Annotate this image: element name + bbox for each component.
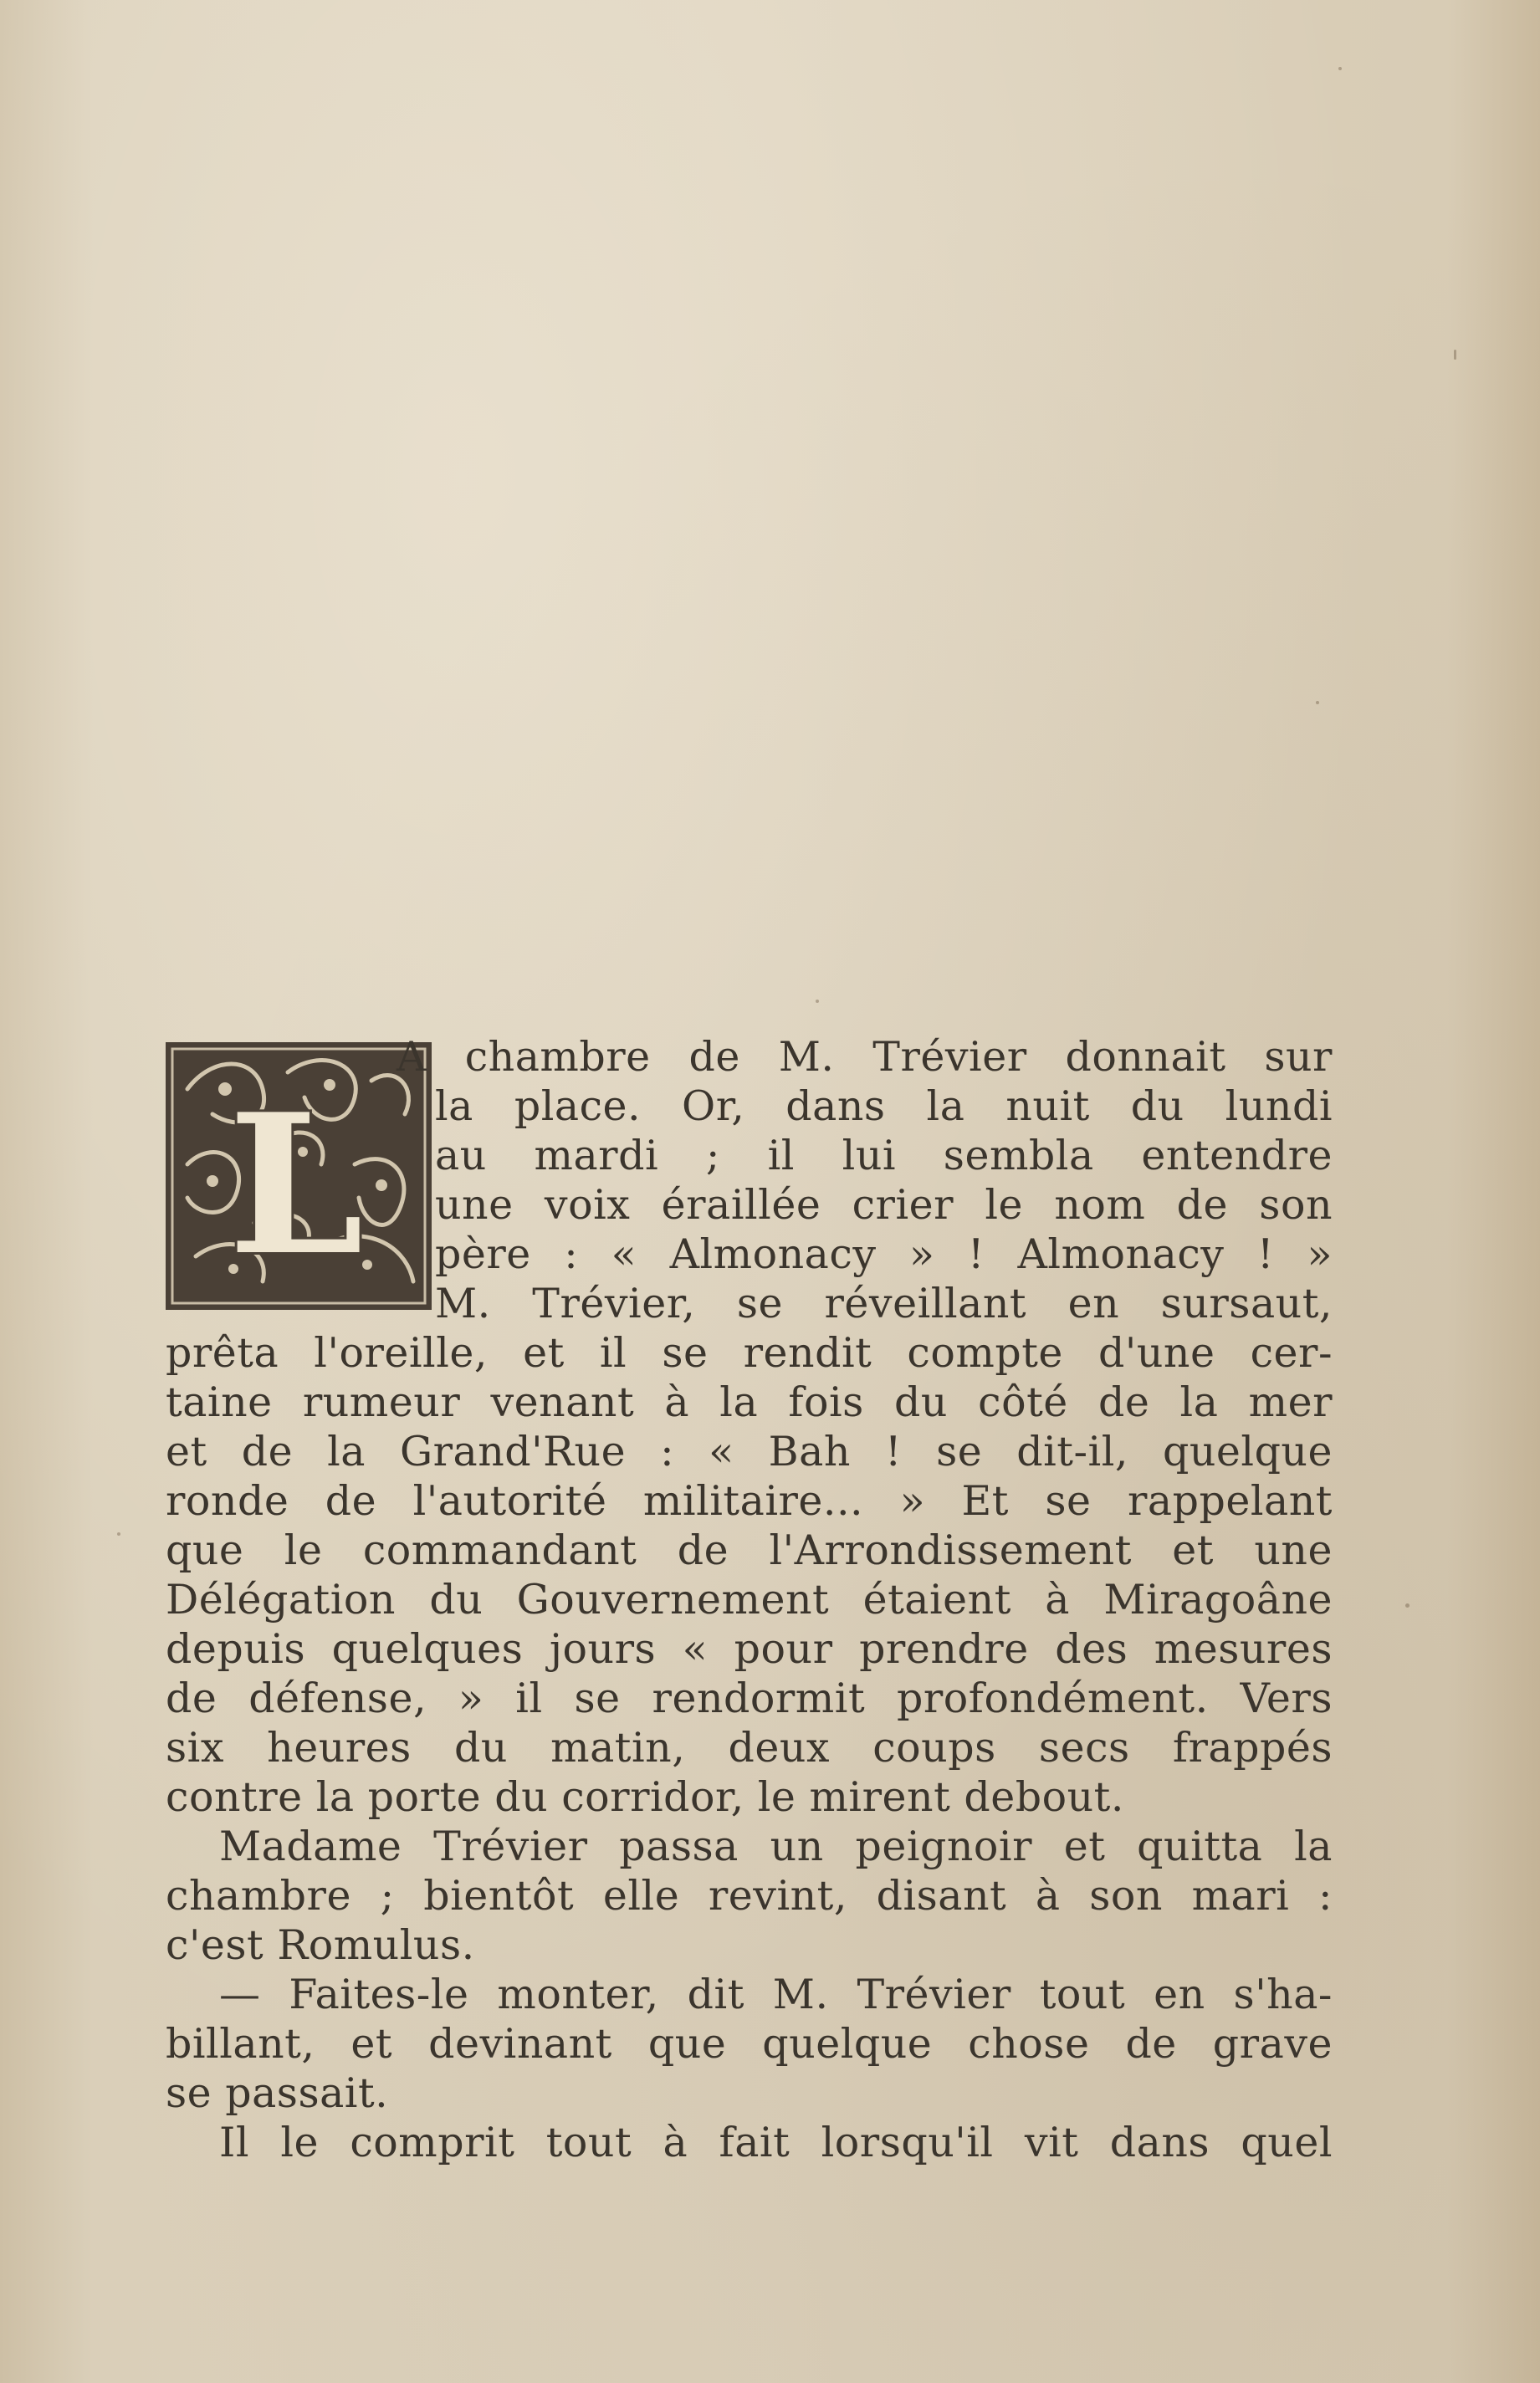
opening-paragraph-dropcap-area: [166, 1032, 1333, 1328]
paragraph-3: [166, 1970, 1333, 2118]
paper-speck: [1405, 1603, 1410, 1608]
text-line: au mardi ; il lui sembla entendre: [435, 1132, 1333, 1179]
text-line: Il le comprit tout à fait lorsqu'il vit dans quel: [219, 2119, 1333, 2166]
text-line: chambre ; bientôt elle revint, disant à son mari :: [166, 1872, 1333, 1920]
text-line: c'est Romulus.: [166, 1921, 475, 1969]
text-line: père : « Almonacy » ! Almonacy ! »: [435, 1230, 1333, 1278]
paper-speck: [117, 1532, 120, 1536]
text-line: que le commandant de l'Arrondissement et une: [166, 1526, 1333, 1574]
text-line: contre la porte du corridor, le mirent debout.: [166, 1773, 1124, 1821]
paper-speck: [1454, 350, 1456, 360]
ornamental-dropcap: [162, 1039, 435, 1313]
text-line: ronde de l'autorité militaire... » Et se rappelant: [166, 1477, 1333, 1525]
paper-speck: [816, 1000, 819, 1003]
paragraph-2: [166, 1822, 1333, 1970]
text-line: depuis quelques jours « pour prendre des mesures: [166, 1625, 1333, 1673]
text-line: se passait.: [166, 2069, 389, 2117]
text-line: une voix éraillée crier le nom de son: [435, 1181, 1333, 1229]
dropcap-letter: L: [228, 1072, 365, 1298]
text-line: taine rumeur venant à la fois du côté de la mer: [166, 1378, 1333, 1426]
text-line: de défense, » il se rendormit profondément. Vers: [166, 1675, 1333, 1722]
text-line: — Faites-le monter, dit M. Trévier tout en s'ha-: [219, 1971, 1333, 2018]
dropcap-adjacent-lines: [397, 1032, 1333, 1328]
text-line: six heures du matin, deux coups secs frappés: [166, 1724, 1333, 1772]
text-line: et de la Grand'Rue : « Bah ! se dit-il, quelque: [166, 1428, 1333, 1475]
text-line: prêta l'oreille, et il se rendit compte d'une cer-: [166, 1329, 1333, 1377]
body-text: [166, 1032, 1333, 2167]
paragraph-1-continued: [166, 1328, 1333, 1822]
text-line: Délégation du Gouvernement étaient à Miragoâne: [166, 1576, 1333, 1624]
paper-speck: [1316, 701, 1319, 704]
text-line: la place. Or, dans la nuit du lundi: [435, 1082, 1333, 1130]
text-line: Madame Trévier passa un peignoir et quitta la: [219, 1823, 1333, 1870]
paper-speck: [1338, 67, 1342, 70]
text-line: A chambre de M. Trévier donnait sur: [397, 1033, 1333, 1081]
text-line: M. Trévier, se réveillant en sursaut,: [435, 1280, 1333, 1327]
paragraph-4: [166, 2118, 1333, 2167]
text-line: billant, et devinant que quelque chose de grave: [166, 2020, 1333, 2068]
